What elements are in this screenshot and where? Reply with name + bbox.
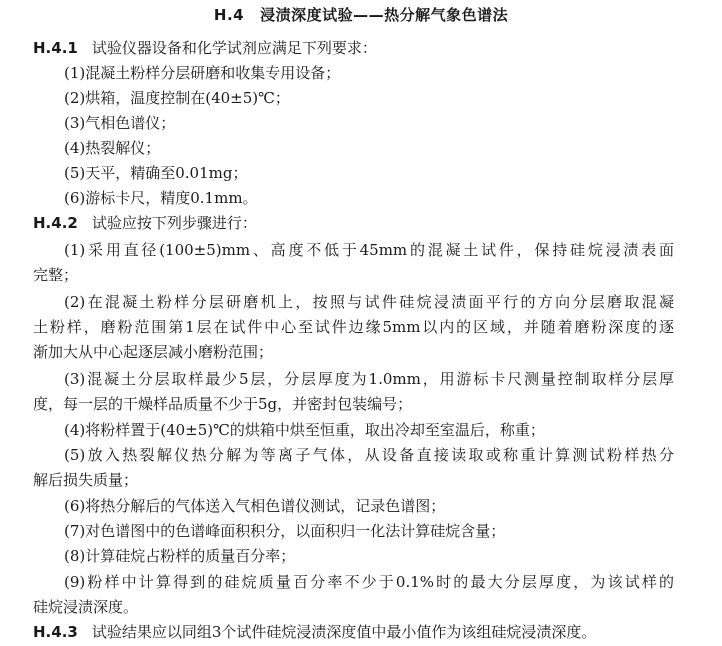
list-item: (6)游标卡尺，精度0.1mm。 [64, 189, 258, 207]
list-item-line: 完整； [33, 266, 79, 284]
list-item: (3)气相色谱仪； [64, 114, 176, 132]
list-item-line: 硅烷浸渍深度。 [33, 598, 139, 616]
list-item: (1)混凝土粉样分层研磨和收集专用设备； [64, 64, 341, 82]
list-item-line: 解后损失质量； [33, 471, 139, 489]
clause-text: 试验仪器设备和化学试剂应满足下列要求： [91, 39, 377, 57]
clause-number: H.4.1 [33, 39, 78, 57]
list-item: (4)热裂解仪； [64, 139, 161, 157]
list-item: (2)烘箱，温度控制在(40±5)℃； [64, 89, 290, 107]
clause-number: H.4.3 [33, 623, 78, 641]
list-item-line: 土粉样，磨粉范围第1层在试件中心至试件边缘5mm以内的区域，并随着磨粉深度的逐 [33, 318, 674, 336]
section-number: H.4 [213, 6, 245, 24]
list-item-line: (4)将粉样置于(40±5)℃的烘箱中烘至恒重，取出冷却至室温后，称重； [64, 421, 545, 439]
list-item-line: (7)对色谱图中的色谱峰面积积分，以面积归一化法计算硅烷含量； [64, 522, 506, 540]
list-item-line: (1)采用直径(100±5)mm、高度不低于45mm的混凝土试件，保持硅烷浸渍表面 [64, 241, 674, 259]
clause-text: 试验结果应以同组3个试件硅烷浸渍深度值中最小值作为该组硅烷浸渍深度。 [91, 623, 597, 641]
clause-number: H.4.2 [33, 214, 78, 232]
clause-text: 试验应按下列步骤进行： [91, 214, 257, 232]
list-item-line: (9)粉样中计算得到的硅烷质量百分率不少于0.1%时的最大分层厚度，为该试样的 [64, 573, 674, 591]
section-title: 浸渍深度试验——热分解气象色谱法 [260, 6, 509, 24]
list-item-line: 度，每一层的干燥样品质量不少于5g，并密封包装编号； [33, 395, 413, 413]
clause-h42-heading [33, 212, 257, 234]
section-heading [0, 4, 722, 26]
list-item: (5)天平，精确至0.01mg； [64, 164, 248, 182]
list-item-line: (8)计算硅烷占粉样的质量百分率； [64, 547, 296, 565]
list-item-line: (2)在混凝土粉样分层研磨机上，按照与试件硅烷浸渍面平行的方向分层磨取混凝 [64, 293, 674, 311]
clause-h41-heading [33, 37, 377, 59]
list-item-line: (6)将热分解后的气体送入气相色谱仪测试，记录色谱图； [64, 497, 446, 515]
list-item-line: 渐加大从中心起逐层减小磨粉范围； [33, 343, 274, 361]
clause-h43 [33, 621, 596, 643]
list-item-line: (3)混凝土分层取样最少5层，分层厚度为1.0mm，用游标卡尺测量控制取样分层厚 [64, 370, 674, 388]
list-item-line: (5)放入热裂解仪热分解为等离子气体，从设备直接读取或称重计算测试粉样热分 [64, 446, 674, 464]
